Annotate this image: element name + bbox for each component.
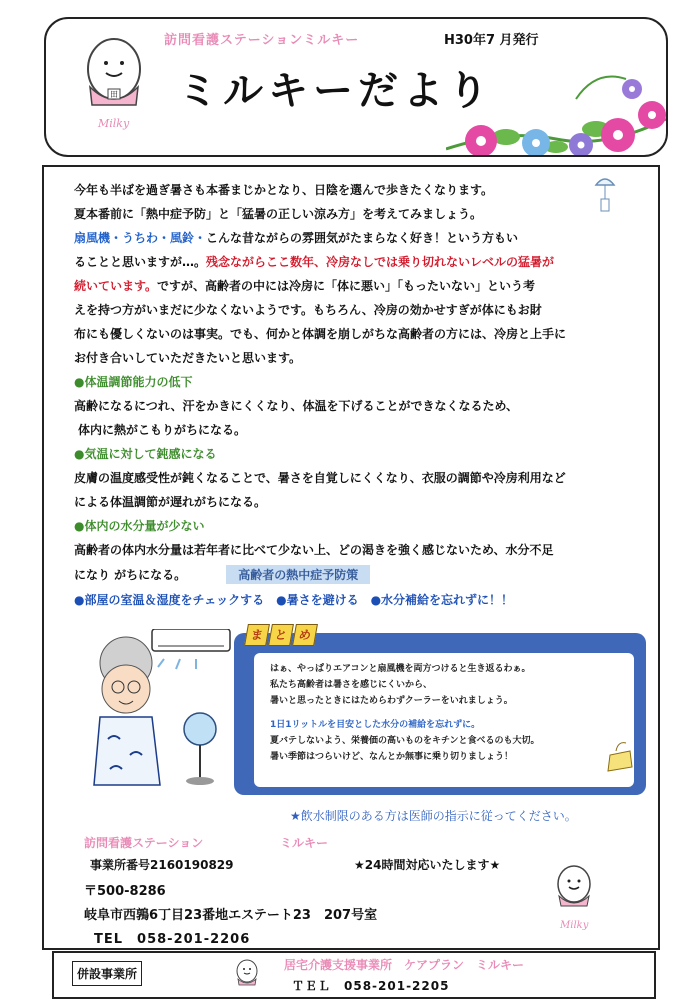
section-text: 体内に熱がこもりがちになる。 xyxy=(78,423,247,437)
summary-panel xyxy=(234,628,646,795)
postal-code: 〒500-8286 xyxy=(84,884,166,899)
summary-line: 暑いと思ったときにはためらわずクーラーをいれましょう。 xyxy=(270,696,513,706)
section-text: 高齢になるにつれ、汗をかきにくくなり、体温を下げることができなくなるため、 xyxy=(74,399,519,413)
fan-items-text: 扇風機・うちわ・風鈴・ xyxy=(74,231,207,245)
footer-org-name-2: ミルキー xyxy=(280,836,329,850)
section-text: になり がちになる。 xyxy=(74,568,187,582)
header-org-name: 訪問看護ステーションミルキー xyxy=(164,33,360,48)
address: 岐阜市西鶉6丁目23番地エステート23 207号室 xyxy=(84,908,378,923)
summary-tag-char: と xyxy=(268,624,294,646)
intro-line-7: 布にも優しくないのは事実。でも、何かと体調を崩しがちな高齢者の方には、冷房と上手に xyxy=(74,327,567,341)
intro-line-4 xyxy=(74,253,554,270)
office-number: 事業所番号2160190829 xyxy=(90,858,234,872)
section-heading-thermoregulation: ●体温調節能力の低下 xyxy=(74,375,193,389)
summary-line: 暑い季節はつらいけど、なんとか無事に乗り切りましょう！ xyxy=(270,752,514,762)
article-body xyxy=(42,165,660,833)
care-plan-office-name: 居宅介護支援事業所 ケアプラン ミルキー xyxy=(284,958,525,972)
grandma-aircon-illustration-icon xyxy=(64,629,234,789)
office-info-footer xyxy=(42,830,660,950)
prevention-measures: ●部屋の室温＆湿度をチェックする ●暑さを避ける ●水分補給を忘れずに！！ xyxy=(74,593,514,607)
section-heading-water: ●体内の水分量が少ない xyxy=(74,519,205,533)
affiliated-office xyxy=(52,951,656,999)
intro-line-2: 夏本番前に「熱中症予防」と「猛暑の正しい涼み方」を考えてみましょう。 xyxy=(74,207,483,221)
summary-content xyxy=(254,653,634,787)
summary-tag xyxy=(246,624,316,646)
section-heading-temperature: ●気温に対して鈍感になる xyxy=(74,447,217,461)
mascot-label: Milky xyxy=(560,920,589,931)
intro-line-8: お付き合いしていただきたいと思います。 xyxy=(74,351,302,365)
summary-tag-char: め xyxy=(292,624,318,646)
water-restriction-note: ★飲水制限のある方は医師の指示に従ってください。 xyxy=(290,809,577,823)
section-text: による体温調節が遅れがちになる。 xyxy=(74,495,267,509)
intro-line-3 xyxy=(74,229,518,246)
issue-date: H30年7 月発行 xyxy=(444,33,539,48)
svg-text:田: 田 xyxy=(110,90,118,99)
summary-line: 私たち高齢者は暑さを感じにくいから、 xyxy=(270,680,433,690)
morning-glory-decoration-icon xyxy=(446,59,666,155)
footer-org-name: 訪問看護ステーション xyxy=(84,836,204,850)
mascot-logo-icon xyxy=(232,957,262,993)
summary-line: 夏バテしないよう、栄養価の高いものをキチンと食べるのも大切。 xyxy=(270,736,540,746)
affiliated-office-label: 併設事業所 xyxy=(72,961,142,986)
prevention-label: 高齢者の熱中症予防策 xyxy=(226,565,370,584)
intro-line-5-text: ですが、高齢者の中には冷房に「体に悪い」「もったいない」という考 xyxy=(157,279,536,293)
summary-tag-char: ま xyxy=(244,624,270,646)
care-plan-phone: ＴＥＬ 058-201-2205 xyxy=(292,979,450,993)
mascot-logo-icon xyxy=(549,860,599,920)
intro-line-3-text: こんな昔ながらの雰囲気がたまらなく好き！という方もい xyxy=(206,231,519,245)
intro-line-1: 今年も半ばを過ぎ暑さも本番まじかとなり、日陰を選んで歩きたくなります。 xyxy=(74,183,494,197)
phone-number: TEL 058-201-2206 xyxy=(94,932,251,947)
newsletter-header xyxy=(44,17,668,157)
mascot-logo-icon xyxy=(76,29,156,129)
wind-chime-icon xyxy=(592,173,618,213)
intro-line-4-text: ることと思いますが…。 xyxy=(74,255,207,269)
summary-hydration-line: 1日1リットルを目安とした水分の補給を忘れずに。 xyxy=(270,720,481,730)
page-title: ミルキーだより xyxy=(178,68,493,114)
cushion-illustration-icon xyxy=(606,737,634,773)
intro-line-6: えを持つ方がいまだに少なくないようです。もちろん、冷房の効かせすぎが体にもお財 xyxy=(74,303,542,317)
section-text: 高齢者の体内水分量は若年者に比べて少ない上、どの渇きを強く感じないため、水分不足 xyxy=(74,543,554,557)
heat-warning-text-2: 続いています。 xyxy=(74,279,158,293)
heat-warning-text: 残念ながらここ数年、冷房なしでは乗り切れないレベルの猛暑が xyxy=(206,255,555,269)
section-text: 皮膚の温度感受性が鈍くなることで、暑さを自覚しにくくなり、衣服の調節や冷房利用など xyxy=(74,471,566,485)
mascot-label: Milky xyxy=(98,117,130,130)
service-hours: ★24時間対応いたします★ xyxy=(354,858,501,872)
section-text-last xyxy=(74,565,370,584)
intro-line-5 xyxy=(74,277,535,294)
summary-line: はぁ、やっぱりエアコンと扇風機を両方つけると生き返るわぁ。 xyxy=(270,664,531,674)
